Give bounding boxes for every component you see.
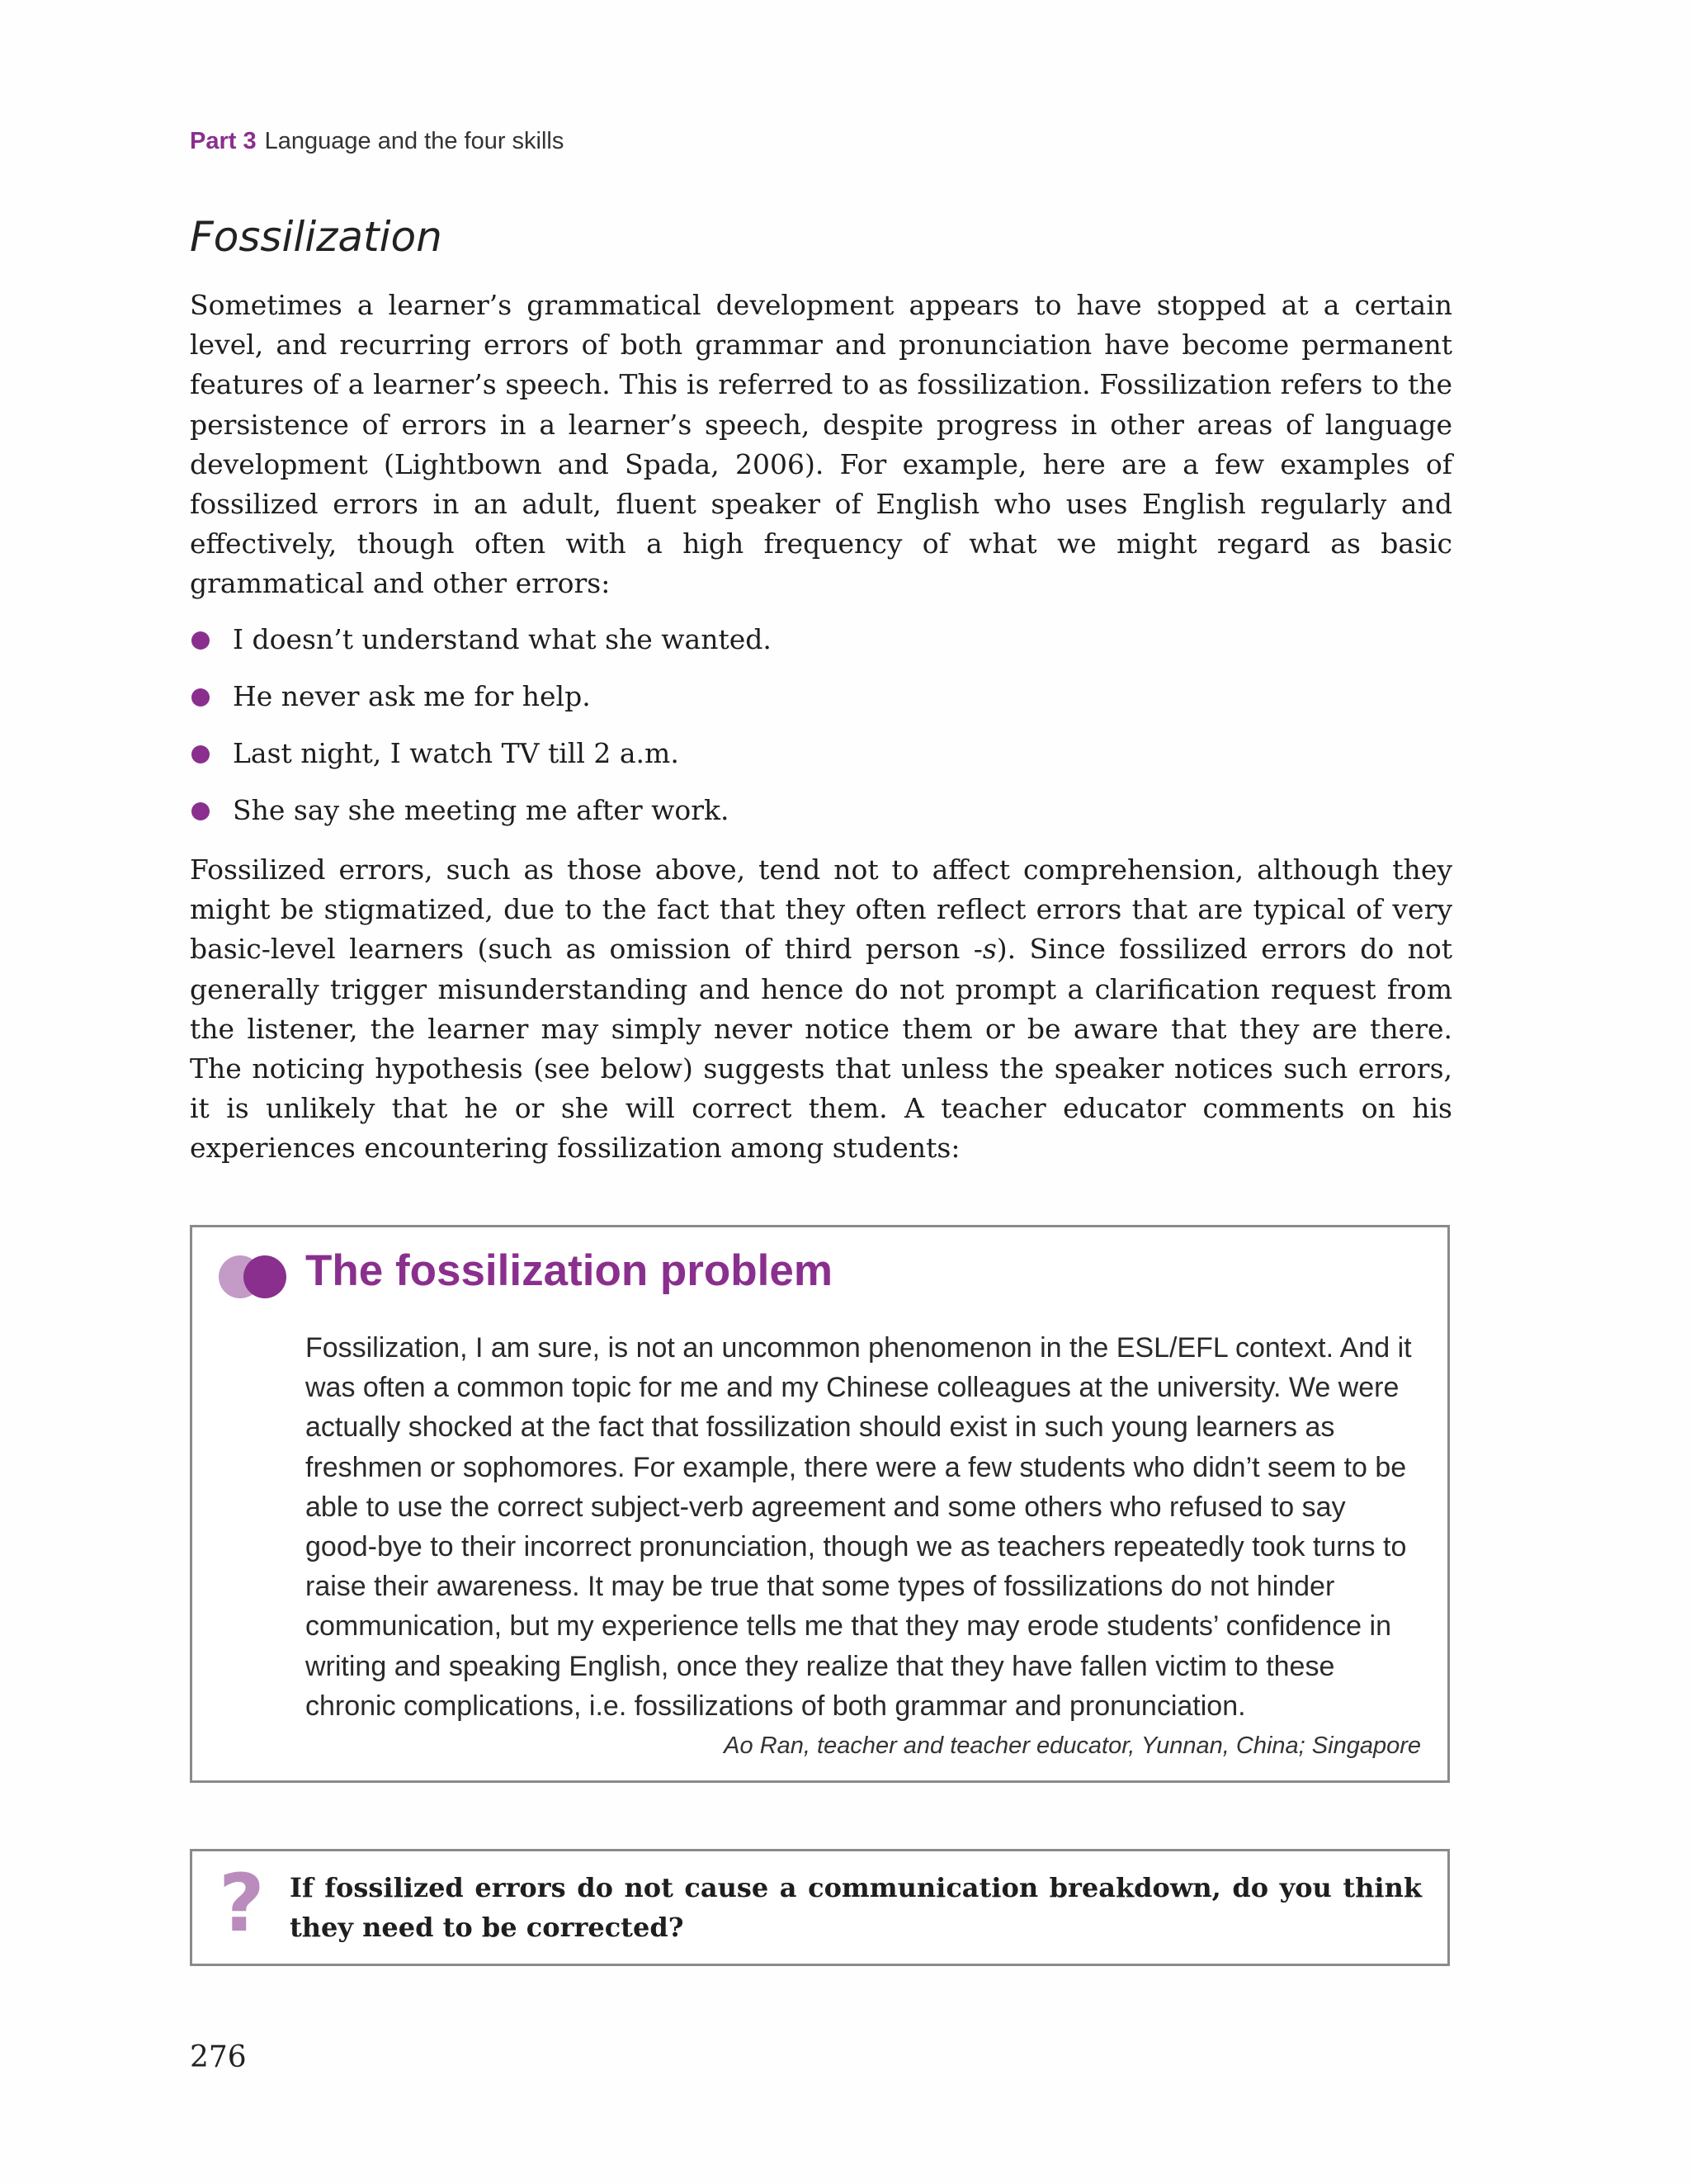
list-item-text: He never ask me for help.	[233, 680, 591, 712]
quote-attribution: Ao Ran, teacher and teacher educator, Yunnan, China; Singapore	[724, 1733, 1421, 1759]
list-item	[190, 734, 1452, 791]
running-head-part: Part 3	[190, 128, 257, 154]
question-mark-icon: ?	[219, 1857, 265, 1950]
section-title: Fossilization	[190, 213, 442, 261]
quote-box-title: The fossilization problem	[305, 1246, 833, 1295]
bullet-dot-icon	[191, 745, 210, 763]
paragraph-text-start: Fossilized errors, such as those above, tend not to affect comprehension, although they might be stigmatized, due to the fact that they often reflect errors that are typical of very basic-level learners (such as omission of third person -	[190, 853, 1452, 966]
voices-icon	[219, 1255, 288, 1298]
paragraph-fossilized-errors	[190, 850, 1452, 1169]
page-number: 276	[190, 2040, 247, 2074]
running-head	[190, 128, 564, 155]
quote-box	[190, 1225, 1450, 1783]
running-head-title: Language and the four skills	[264, 128, 564, 154]
bullet-dot-icon	[191, 631, 210, 650]
question-box	[190, 1849, 1450, 1966]
book-page	[190, 0, 1452, 2184]
paragraph-text-italic: s	[982, 933, 997, 966]
paragraph-text-end: ). Since fossilized errors do not generally trigger misunderstanding and hence do not prompt a clarification request from the listener, the learner may simply never notice them or be aware that they are there. The noticing hypothesis (see below) suggests that unless the speaker notices such errors, it is unlikely that he or she will correct them. A teacher educator comments on his experiences encountering fossilization among students:	[190, 933, 1452, 1165]
bullet-dot-icon	[191, 802, 210, 820]
question-text: If fossilized errors do not cause a communication breakdown, do you think they need to be corrected?	[290, 1872, 1422, 1943]
list-item-text: She say she meeting me after work.	[233, 794, 729, 826]
quote-box-body: Fossilization, I am sure, is not an uncommon phenomenon in the ESL/EFL context. And it was often a common topic for me and my Chinese colleagues at the university. We were actually shocked at the fact that fossilization should exist in such young learners as freshmen or sophomores. For example, there were a few students who didn’t seem to be able to use the correct subject-verb agreement and some others who refused to say good-bye to their incorrect pronunciation, though we as teachers repeatedly took turns to raise their awareness. It may be true that some types of fossilizations do not hinder communication, but my experience tells me that they may erode students’ confidence in writing and speaking English, once they realize that they have fallen victim to these chronic complications, i.e. fossilizations of both grammar and pronunciation.	[305, 1332, 1412, 1722]
list-item-text: I doesn’t understand what she wanted.	[233, 623, 772, 655]
list-item	[190, 677, 1452, 734]
example-errors-list	[190, 620, 1452, 848]
list-item	[190, 791, 1452, 848]
voices-icon-circle-dark	[243, 1255, 286, 1298]
paragraph-intro: Sometimes a learner’s grammatical development appears to have stopped at a certain level, and recurring errors of both grammar and pronunciation have become permanent features of a learner’s speech. This is referred to as fossilization. Fossilization refers to the persistence of errors in a learner’s speech, despite progress in other areas of language development (Lightbown and Spada, 2006). For example, here are a few examples of fossilized errors in an adult, fluent speaker of English who uses English regularly and effectively, though often with a high frequency of what we might regard as basic grammatical and other errors:	[190, 289, 1452, 600]
list-item	[190, 620, 1452, 677]
list-item-text: Last night, I watch TV till 2 a.m.	[233, 737, 679, 769]
bullet-dot-icon	[191, 688, 210, 707]
